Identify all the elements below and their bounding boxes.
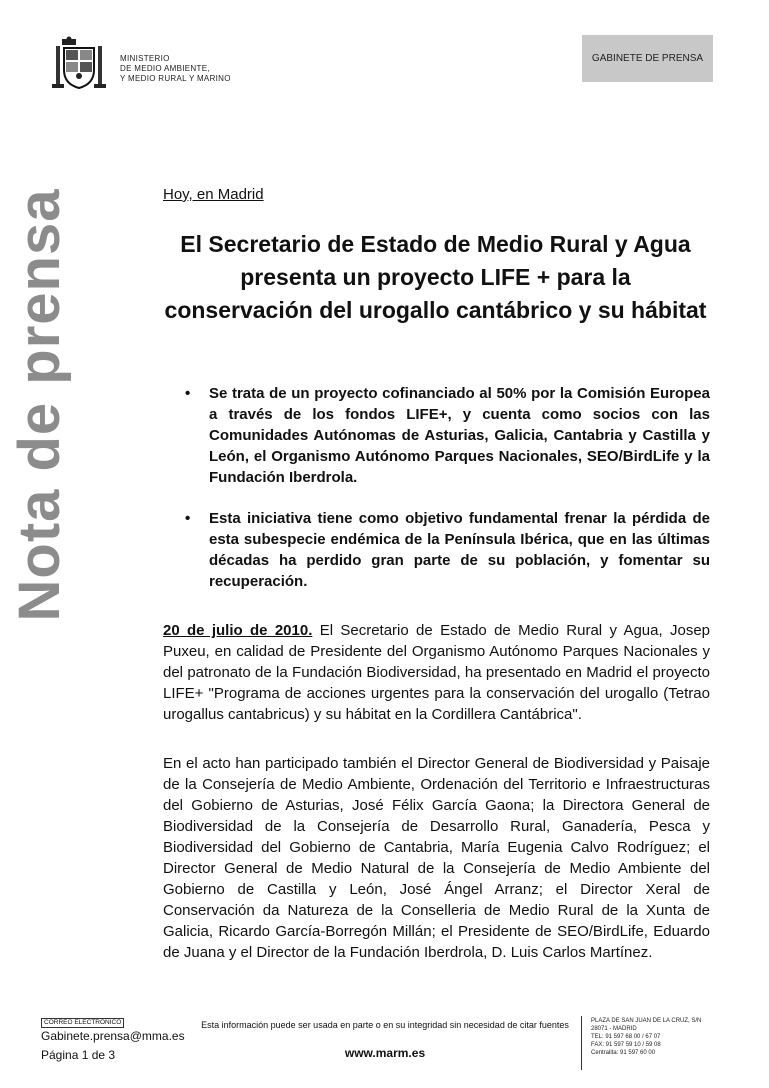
page-number: Página 1 de 3 (41, 1048, 116, 1062)
bullet-item (185, 508, 710, 592)
summary-bullets (185, 383, 710, 612)
side-title: Nota de prensa (7, 188, 72, 622)
body-paragraph-1 (163, 620, 710, 725)
dateline: Hoy, en Madrid (163, 186, 264, 203)
bullet-dot: • (185, 385, 191, 402)
bullet-text: Se trata de un proyecto cofinanciado al 50% por la Comisión Europea a través de los fondos LIFE+, y cuenta como socios con las Comunidades Autónomas de Asturias, Galicia, Cantabria y Castilla y León, el Organismo Autónomo Parques Nacionales, SEO/BirdLife y la Fundación Iberdrola. (209, 385, 710, 486)
bullet-dot: • (185, 510, 191, 527)
footer-divider (581, 1016, 582, 1070)
press-office-badge (582, 35, 713, 82)
headline: El Secretario de Estado de Medio Rural y Agua presenta un proyecto LIFE + para la conservación del urogallo cantábrico y su hábitat (164, 231, 707, 323)
release-date: 20 de julio de 2010. (163, 622, 313, 639)
website-link[interactable]: www.marm.es (344, 1046, 426, 1060)
spanish-coat-of-arms-icon (50, 36, 108, 92)
bullet-item (185, 383, 710, 488)
email-label: CORREO ELECTRÓNICO (41, 1018, 124, 1028)
bullet-text: Esta iniciativa tiene como objetivo fundamental frenar la pérdida de esta subespecie endémica de la Península Ibérica, que en las últimas décadas ha perdido gran parte de su población, y fomentar su recuperación. (209, 510, 710, 590)
ministry-name: MINISTERIO DE MEDIO AMBIENTE, Y MEDIO RURAL Y MARINO (120, 54, 231, 83)
address-block: PLAZA DE SAN JUAN DE LA CRUZ, S/N 28071 - MADRID TEL: 91 597 68 00 / 67 07 FAX: 91 597 59 10 / 59 08 Centralita: 91 597 60 00 (591, 1018, 702, 1056)
paragraph-1-text: El Secretario de Estado de Medio Rural y Agua, Josep Puxeu, en calidad de Presidente del Organismo Autónomo Parques Nacionales y del patronato de la Fundación Biodiversidad, ha presentado en Madrid el proyecto LIFE+ "Programa de acciones urgentes para la conservación del urogallo (Tetrao urogallus cantabricus) y su hábitat en la Cordillera Cantábrica". (163, 622, 711, 723)
contact-email[interactable]: Gabinete.prensa@mma.es (41, 1029, 185, 1043)
body-paragraph-2: En el acto han participado también el Director General de Biodiversidad y Paisaje de la Consejería de Medio Ambiente, Ordenación del Territorio e Infraestructuras del Gobierno de Asturias, José Félix García Gaona; la Directora General de Biodiversidad de la Consejería de Desarrollo Rural, Ganadería, Pesca y Biodiversidad del Gobierno de Cantabria, María Eugenia Calvo Rodríguez; el Director General de Medio Natural de la Consejería de Medio Ambiente del Gobierno de Castilla y León, José Ángel Arranz; el Director Xeral de Conservación da Natureza de la Conselleria de Medio Rural de la Xunta de Galicia, Ricardo García-Borregón Millán; el Presidente de SEO/BirdLife, Eduardo de Juana y el Director de la Fundación Iberdrola, D. Luis Carlos Martínez. (163, 755, 710, 961)
usage-notice: Esta información puede ser usada en parte o en su integridad sin necesidad de citar fuentes (201, 1020, 569, 1030)
press-office-label: GABINETE DE PRENSA (591, 53, 704, 64)
